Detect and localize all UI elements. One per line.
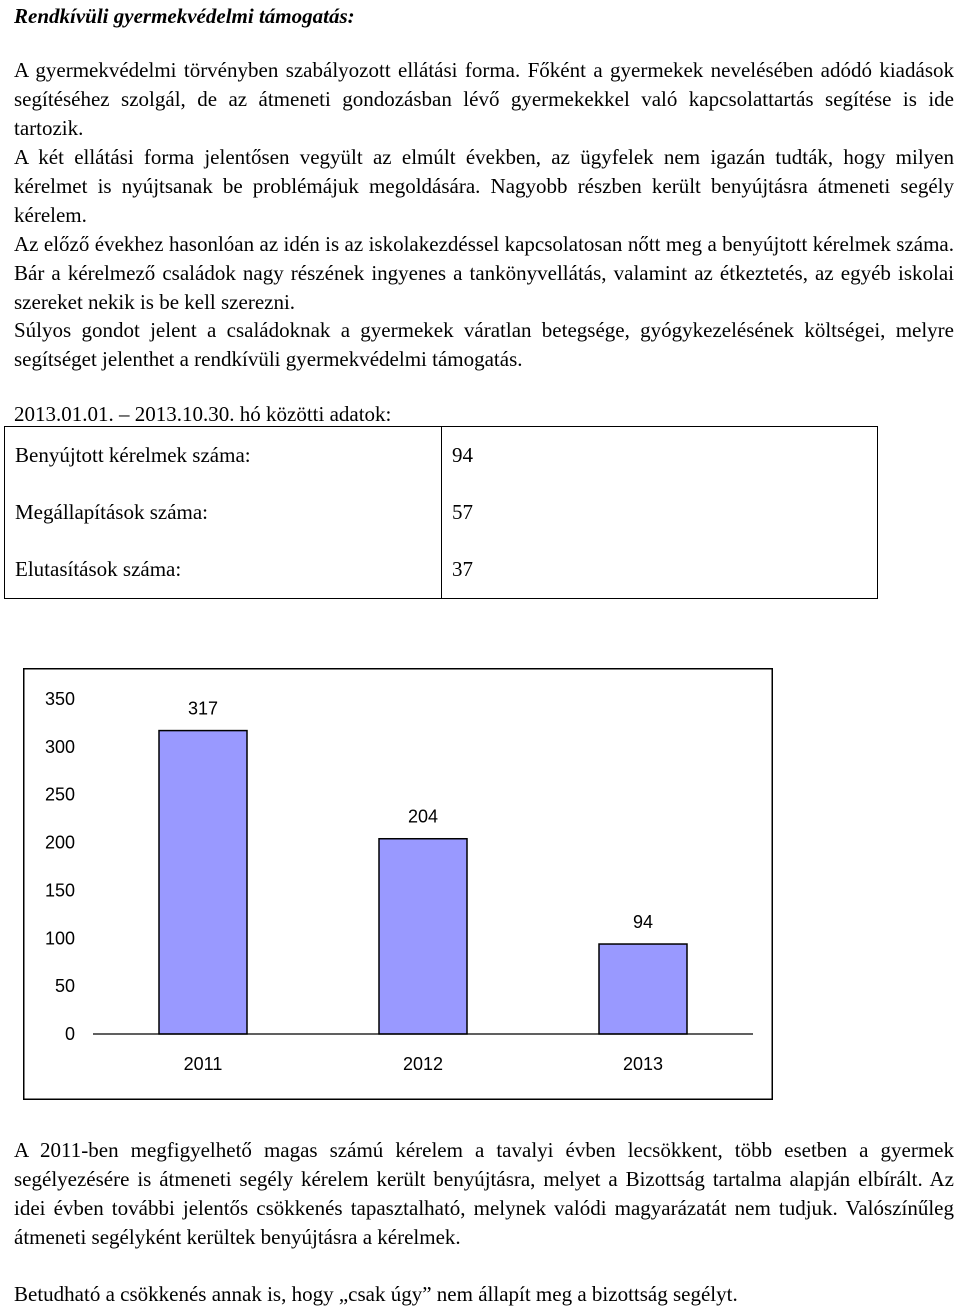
y-tick-label: 0 [64, 1024, 75, 1044]
paragraph: A két ellátási forma jelentősen vegyült az elmúlt években, az ügyfelek nem igazán tudták, hogy milyen kérelmet is nyújtsanak be problémájuk megoldására. Nagyobb részben került benyújtásra átmeneti segély kérelem. [14, 145, 954, 227]
stat-label: Elutasítások száma: [5, 541, 442, 599]
paragraph: A gyermekvédelmi törvényben szabályozott ellátási forma. Főként a gyermekek nevelésében adódó kiadások segítéséhez szolgál, de az átmeneti gondozásban lévő gyermekekkel való kapcsolattartás segítése is ide tartozik. [14, 58, 954, 140]
data-label: 94 [632, 912, 654, 933]
y-tick-label: 350 [44, 689, 75, 709]
data-label: 317 [187, 698, 219, 719]
x-tick-label: 2012 [402, 1054, 444, 1074]
section-title: Rendkívüli gyermekvédelmi támogatás: [14, 4, 355, 28]
y-tick-label: 50 [54, 976, 75, 997]
y-tick-label: 300 [44, 736, 75, 757]
table-row [5, 427, 878, 485]
bar-chart-svg [23, 668, 773, 1100]
table-row [5, 541, 878, 599]
bar [379, 839, 467, 1034]
stat-value: 94 [442, 427, 878, 485]
y-tick-label: 250 [44, 784, 75, 805]
bar [159, 731, 247, 1034]
y-tick-label: 200 [44, 832, 75, 853]
paragraph: Súlyos gondot jelent a családoknak a gyermekek váratlan betegsége, gyógykezelésének költségei, melyre segítséget jelenthet a rendkívüli gyermekvédelmi támogatás. [14, 318, 954, 371]
y-tick-label: 150 [44, 880, 75, 901]
data-label: 204 [407, 806, 439, 827]
paragraph: Az előző évekhez hasonlóan az idén is az iskolakezdéssel kapcsolatosan nőtt meg a benyújtott kérelmek száma. Bár a kérelmező családok nagy részének ingyenes a tankönyvellátás, valamint az étkeztetés, az egyéb iskolai szereket nekik is be kell szerezni. [14, 232, 954, 314]
y-tick-label: 100 [44, 928, 75, 949]
paragraph: Betudható a csökkenés annak is, hogy „csak úgy” nem állapít meg a bizottság segélyt. [14, 1282, 738, 1306]
table-row [5, 484, 878, 541]
date-range-heading: 2013.01.01. – 2013.10.30. hó közötti adatok: [14, 402, 392, 426]
bar-chart [23, 668, 773, 1100]
x-tick-label: 2011 [183, 1054, 223, 1074]
paragraph: A 2011-ben megfigyelhető magas számú kérelem a tavalyi évben lecsökkent, több esetben a gyermek segélyezésére is átmeneti segély kérelem került benyújtásra, melyet a Bizottság tartalma alapján elbírált. Az idei évben további jelentős csökkenés tapasztalható, melynek valódi magyarázatát nem tudjuk. Valószínűleg átmeneti segélyként kerültek benyújtásra a kérelmek. [14, 1138, 954, 1249]
x-tick-label: 2013 [622, 1054, 664, 1074]
stat-label: Megállapítások száma: [5, 484, 442, 541]
bar [599, 944, 687, 1034]
stat-value: 57 [442, 484, 878, 541]
stats-table [4, 426, 878, 599]
stat-value: 37 [442, 541, 878, 599]
stat-label: Benyújtott kérelmek száma: [5, 427, 442, 485]
